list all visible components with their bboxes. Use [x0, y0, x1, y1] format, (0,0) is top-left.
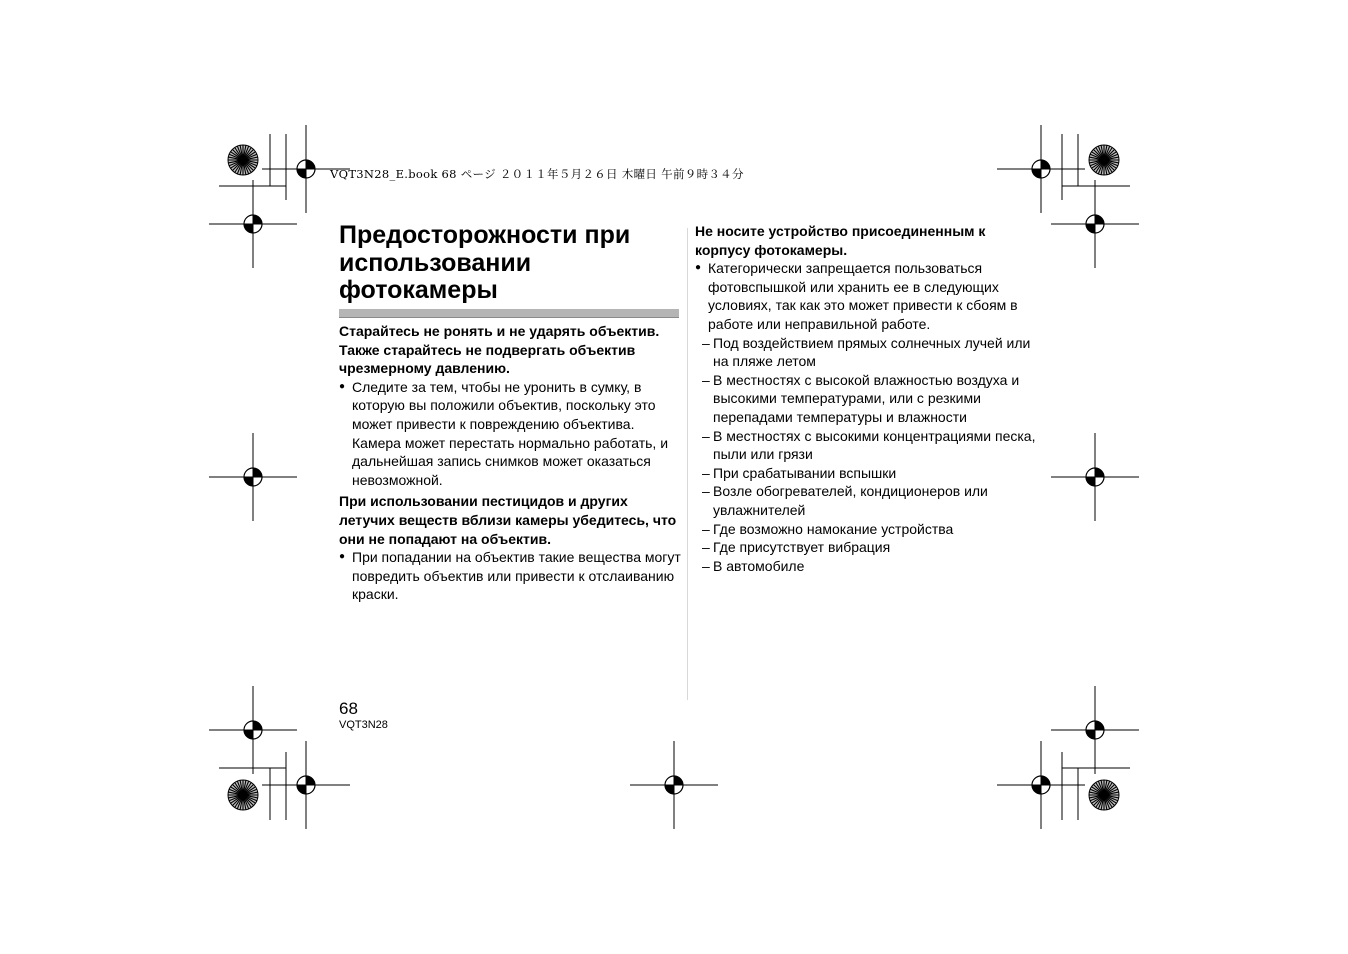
- model-code: VQT3N28: [339, 719, 388, 731]
- left-column: [339, 322, 684, 604]
- section-lens-impact: [339, 322, 684, 489]
- page-number: 68: [339, 699, 358, 718]
- title-underline-bar: [339, 309, 679, 318]
- section-heading: Старайтесь не ронять и не ударять объектив. Также старайтесь не подвергать объектив чрезмерному давлению.: [339, 323, 660, 377]
- column-divider: [687, 228, 688, 700]
- section-pesticides: [339, 492, 684, 604]
- dash-item: – Под воздействием прямых солнечных лучей или на пляже летом: [695, 334, 1040, 371]
- dash-item: – Где возможно намокание устройства: [695, 520, 1040, 539]
- dash-item: – В местностях с высокой влажностью воздуха и высокими температурами, или с резкими перепадами температуры и влажности: [695, 371, 1040, 427]
- dash-item: – При срабатывании вспышки: [695, 464, 1040, 483]
- dash-item: – Где присутствует вибрация: [695, 538, 1040, 557]
- right-column: [695, 222, 1040, 575]
- dash-item: – В автомобиле: [695, 557, 1040, 576]
- bullet-item: ● Категорически запрещается пользоваться фотовспышкой или хранить ее в следующих условиях, так как это может привести к сбоям в работе или неправильной работе.: [695, 259, 1040, 333]
- bullet-item: ● Следите за тем, чтобы не уронить в сумку, в которую вы положили объектив, поскольку это может привести к повреждению объектива. Камера может перестать нормально работать, и дальнейшая запись снимков может оказаться невозможной.: [339, 378, 684, 490]
- section-heading: При использовании пестицидов и других летучих веществ вблизи камеры убедитесь, что они не попадают на объектив.: [339, 493, 677, 547]
- section-heading: Не носите устройство присоединенным к корпусу фотокамеры.: [695, 223, 986, 258]
- book-file-header: VQT3N28_E.book 68 ページ ２０１１年５月２６日 木曜日 午前９時３４分: [330, 167, 744, 181]
- dash-item: – Возле обогревателей, кондиционеров или увлажнителей: [695, 482, 1040, 519]
- dash-item: – В местностях с высокими концентрациями песка, пыли или грязи: [695, 427, 1040, 464]
- bullet-item: ● При попадании на объектив такие вещества могут повредить объектив или привести к отслаиванию краски.: [339, 548, 684, 604]
- page-title: Предосторожности при использовании фотокамеры: [339, 221, 631, 304]
